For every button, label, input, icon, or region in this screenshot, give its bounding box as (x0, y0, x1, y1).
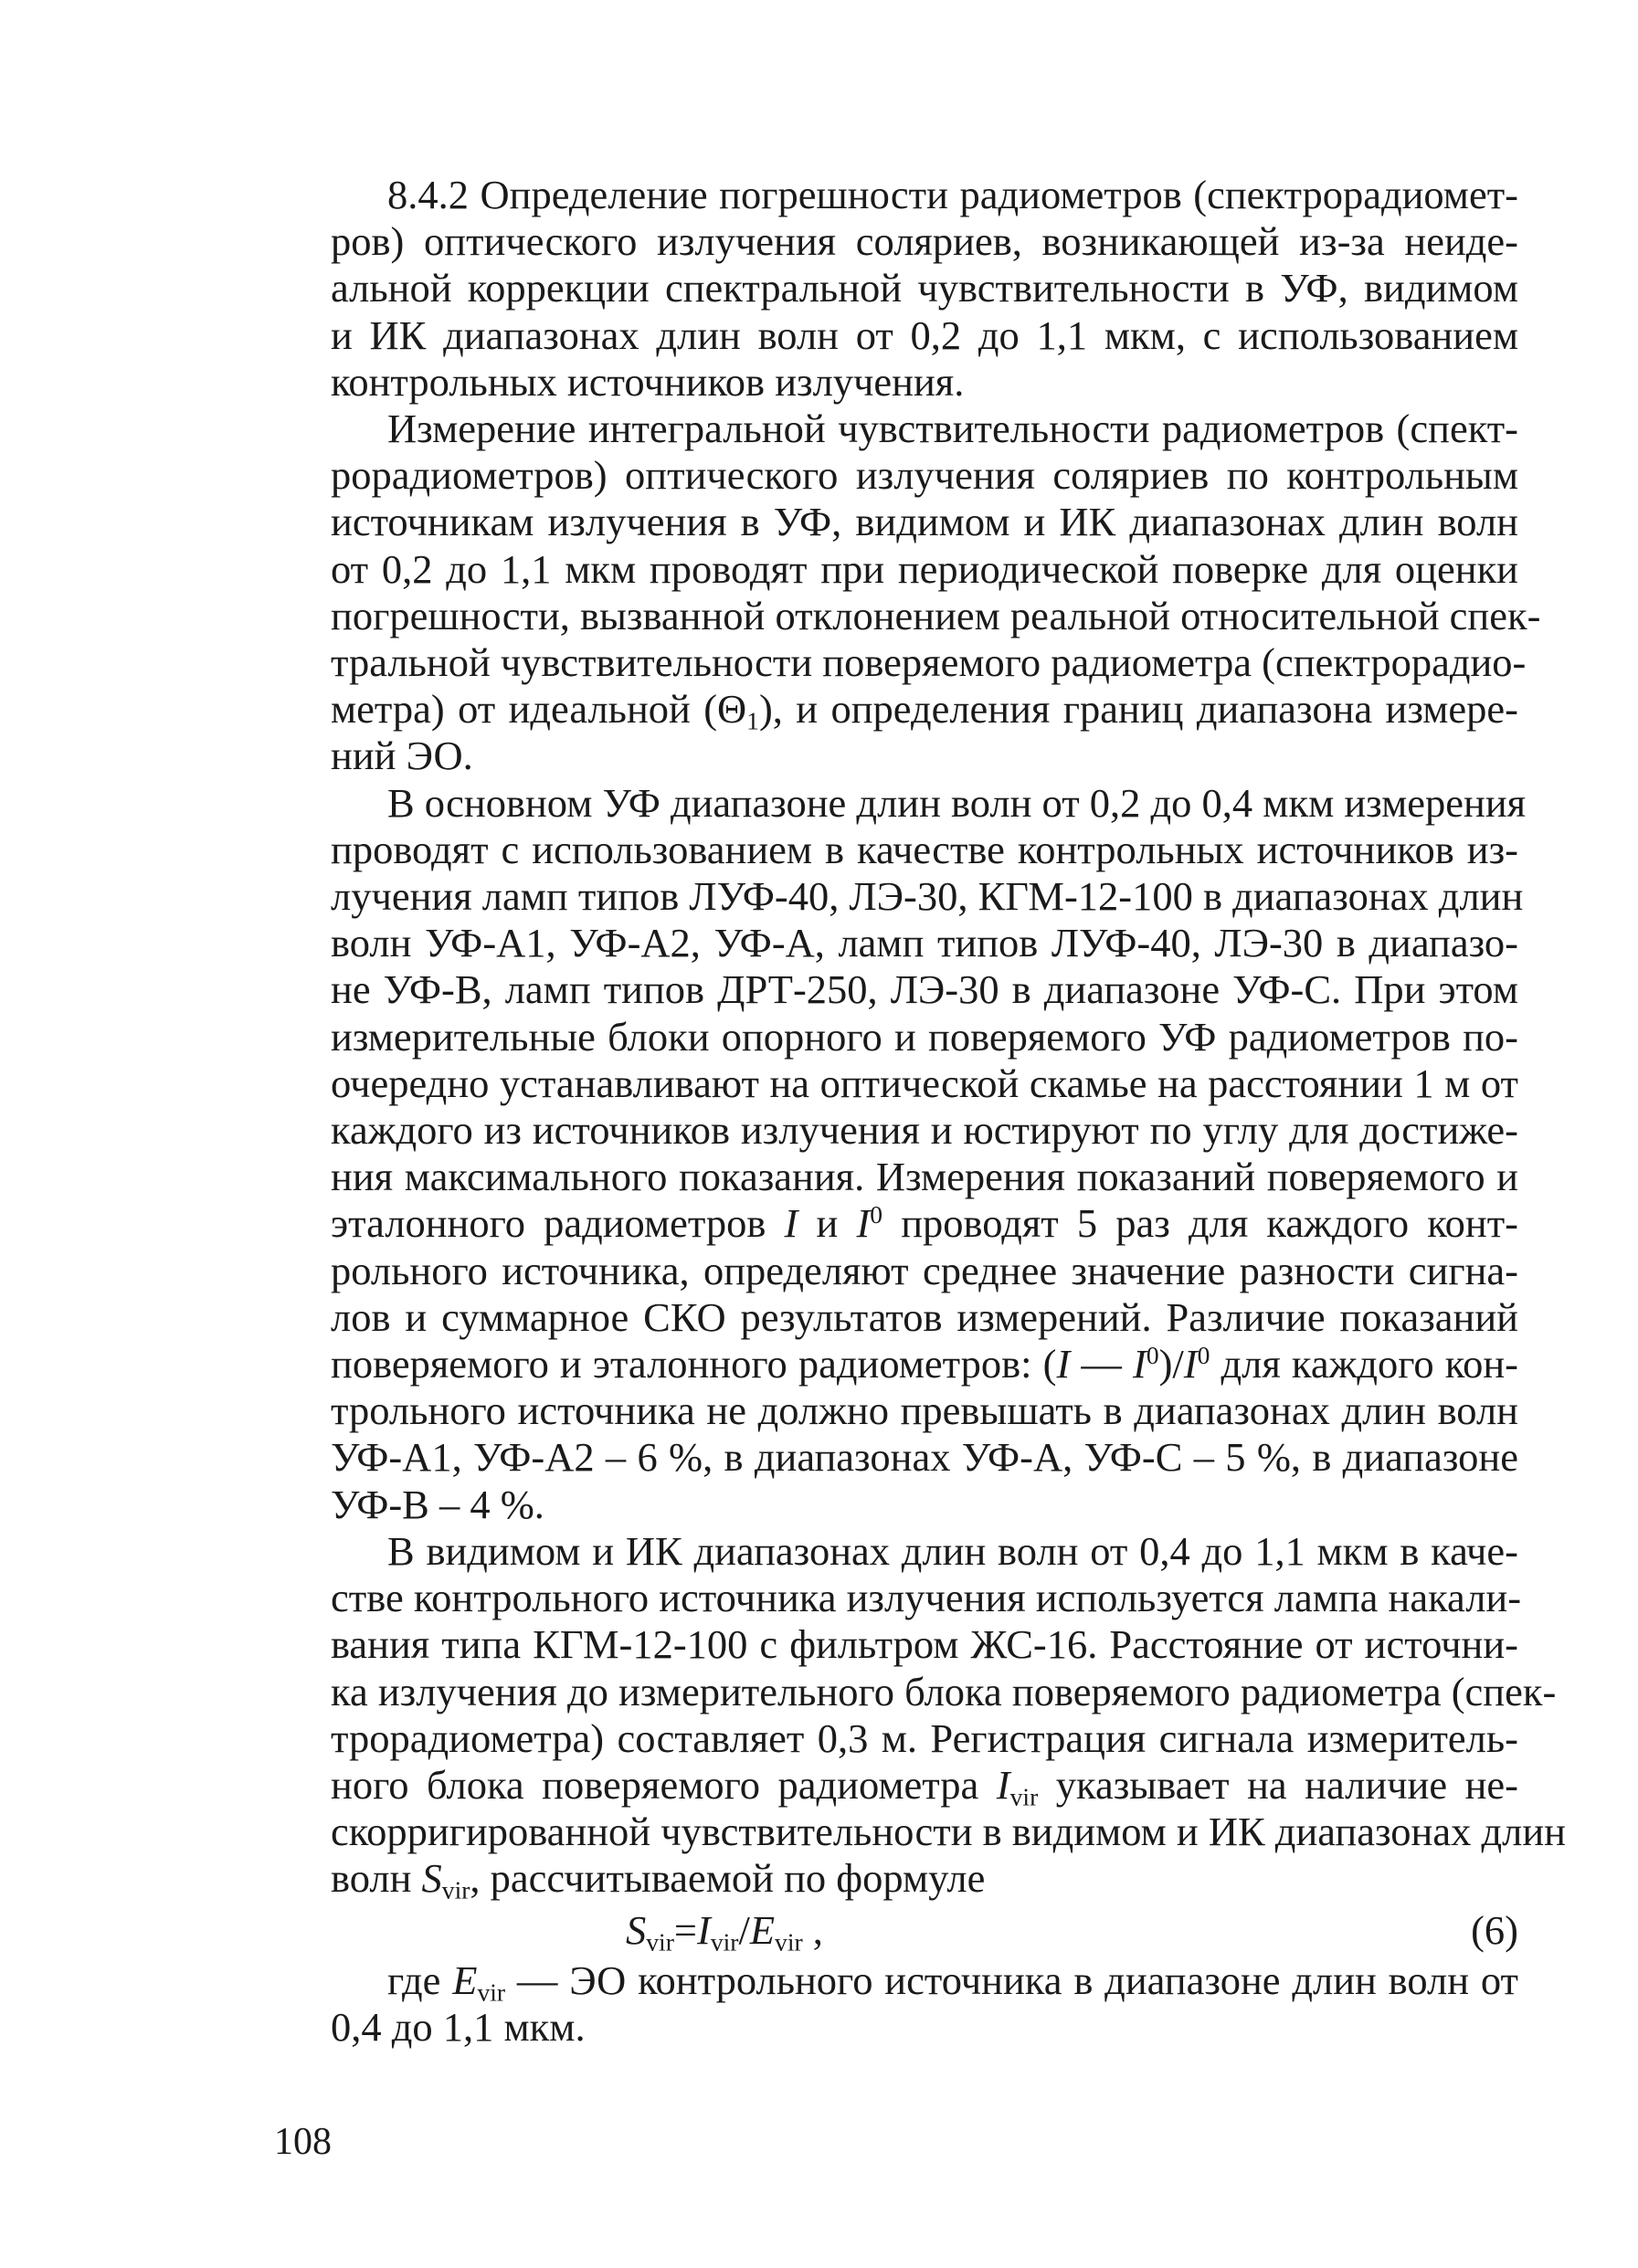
text-line: трольного источника не должно превышать в диапазонах длин волн (331, 1387, 1518, 1434)
text-line: от 0,2 до 1,1 мкм проводят при периодической поверке для оценки (331, 545, 1518, 592)
text-line: и ИК диапазонах длин волн от 0,2 до 1,1 мкм, с использованием (331, 311, 1518, 358)
text-line: скорригированной чувствительности в видимом и ИК диапазонах длин (331, 1809, 1566, 1855)
text-line: ров) оптического излучения соляриев, возникающей из-за неиде- (331, 218, 1518, 265)
text-line: 0,4 до 1,1 мкм. (331, 2003, 586, 2050)
text-line: очередно устанавливают на оптической скамье на расстоянии 1 м от (331, 1060, 1518, 1106)
text-line: волн УФ-А1, УФ-А2, УФ-А, ламп типов ЛУФ-40, ЛЭ-30 в диапазо- (331, 920, 1518, 966)
text-line: альной коррекции спектральной чувствительности в УФ, видимом (331, 265, 1518, 311)
paragraph-formula-legend (274, 1957, 1518, 2051)
text-line: 8.4.2 Определение погрешности радиометров (спектрорадиомет- (387, 172, 1518, 217)
text-line: источникам излучения в УФ, видимом и ИК диапазонах длин волн (331, 499, 1518, 545)
text-line: ного блока поверяемого радиометра $I_{vir}$ указывает на наличие не- (331, 1761, 1518, 1811)
text-line: вания типа КГМ-12-100 с фильтром ЖС-16. Расстояние от источни- (331, 1621, 1518, 1668)
text-line: лов и суммарное СКО результатов измерений. Различие показаний (331, 1293, 1518, 1340)
text-line: контрольных источников излучения. (331, 358, 965, 405)
page-body (274, 172, 1566, 2051)
page-number: 108 (274, 2121, 332, 2163)
text-line: УФ-А1, УФ-А2 – 6 %, в диапазонах УФ-А, УФ-С – 5 %, в диапазоне (331, 1434, 1518, 1481)
text-line: лучения ламп типов ЛУФ-40, ЛЭ-30, КГМ-12-100 в диапазонах длин (331, 873, 1524, 920)
text-line: проводят с использованием в качестве контрольных источников из- (331, 826, 1518, 872)
text-line: трорадиометра) составляет 0,3 м. Регистрация сигнала измеритель- (331, 1714, 1518, 1761)
text-line: метра) от идеальной $(\Theta_1)$, и определения границ диапазона измере- (331, 686, 1518, 735)
text-line: В основном УФ диапазоне длин волн от 0,2 до 0,4 мкм измерения (387, 779, 1527, 826)
text-line: рорадиометров) оптического излучения соляриев по контрольным (331, 452, 1518, 499)
text-line: погрешности, вызванной отклонением реальной относительной спек- (331, 592, 1541, 638)
text-line: ка излучения до измерительного блока поверяемого радиометра (спек- (331, 1668, 1557, 1714)
text-line: рольного источника, определяют среднее значение разности сигна- (331, 1247, 1518, 1293)
text-line: УФ-В – 4 %. (331, 1481, 544, 1527)
text-line: где $E_{vir}$ — ЭО контрольного источника в диапазоне длин волн от (387, 1957, 1518, 2007)
text-line: эталонного радиометров I и $I^0$ проводят 5 раз для каждого конт- (331, 1200, 1518, 1247)
text-line: В видимом и ИК диапазонах длин волн от 0,4 до 1,1 мкм в каче- (387, 1527, 1518, 1574)
text-line: тральной чувствительности поверяемого радиометра (спектрорадио- (331, 639, 1527, 686)
paragraph-section-heading (274, 172, 1518, 406)
formula-6 (274, 1903, 1518, 1957)
text-line: каждого из источников излучения и юстируют по углу для достиже- (331, 1107, 1518, 1154)
text-line: стве контрольного источника излучения используется лампа накали- (331, 1575, 1522, 1621)
text-line: Измерение интегральной чувствительности радиометров (спект- (387, 406, 1518, 452)
paragraph-uv-range (274, 779, 1527, 1528)
formula-expression: $S_{vir}=I_{vir}/E_{vir}$ , (626, 1906, 823, 1957)
paragraph-integral-sensitivity (274, 406, 1541, 780)
text-line: поверяемого и эталонного радиометров: (I — $I^0)/I^0$ для каждого кон- (331, 1340, 1518, 1387)
text-line: ний ЭО. (331, 733, 473, 779)
paragraph-visible-ir-range (274, 1527, 1566, 1905)
text-line: ния максимального показания. Измерения показаний поверяемого и (331, 1154, 1518, 1200)
text-line: не УФ-В, ламп типов ДРТ-250, ЛЭ-30 в диапазоне УФ-С. При этом (331, 966, 1518, 1013)
formula-number: (6) (1471, 1906, 1518, 1953)
text-line: волн $S_{vir}$, рассчитываемой по формуле (331, 1855, 986, 1905)
text-line: измерительные блоки опорного и поверяемого УФ радиометров по- (331, 1013, 1518, 1060)
